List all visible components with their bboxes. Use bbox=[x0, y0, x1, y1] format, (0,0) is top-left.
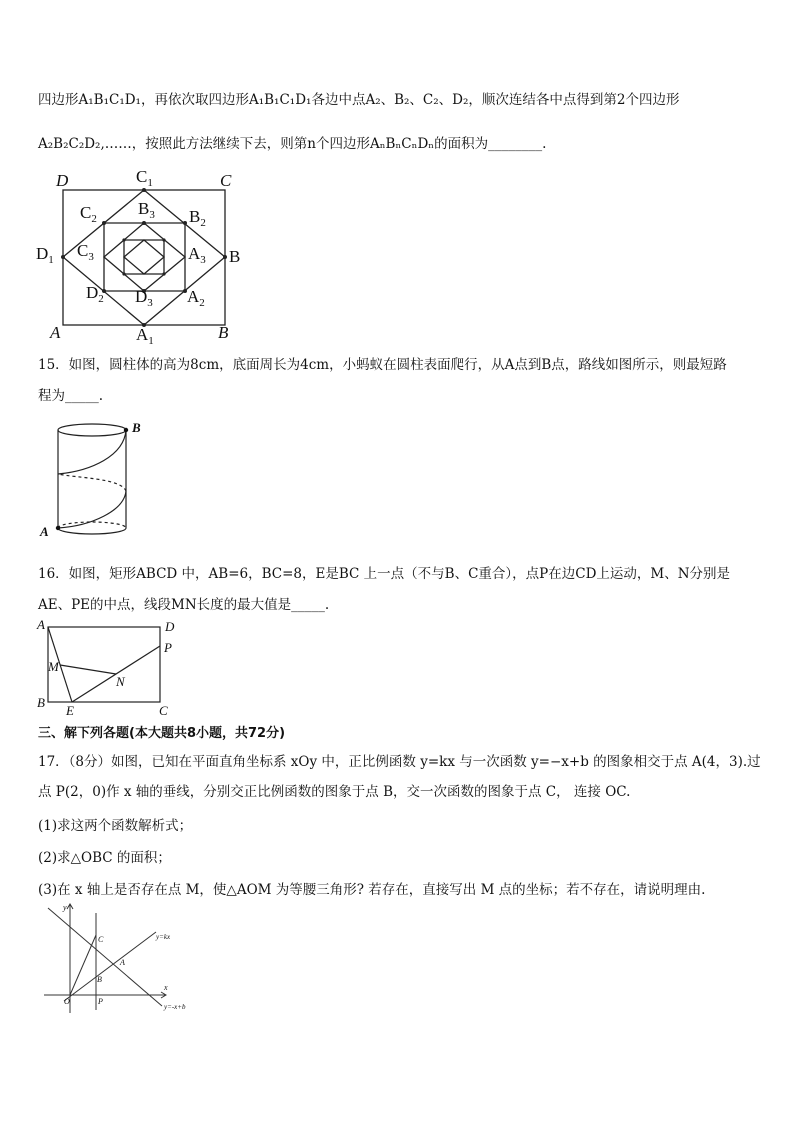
label-B: B bbox=[37, 695, 45, 710]
label-C: C bbox=[220, 171, 232, 190]
label-y: y bbox=[63, 903, 67, 912]
label-D: D bbox=[165, 619, 175, 634]
ant-path-front-2 bbox=[58, 430, 126, 474]
q17-part1: (1)求这两个函数解析式； bbox=[38, 818, 193, 834]
label-M: M bbox=[48, 659, 59, 674]
label-B: B bbox=[97, 975, 102, 984]
label-B: B bbox=[229, 247, 241, 266]
q17-part3: (3)在 x 轴上是否存在点 M，使△AOM 为等腰三角形? 若存在，直接写出 M 点的坐标；若不存在，请说明理由. bbox=[38, 882, 706, 898]
label-D3: $D_3$ bbox=[135, 287, 153, 309]
ant-path-back-1 bbox=[58, 474, 126, 491]
quad-A2B2C2D2 bbox=[104, 223, 185, 291]
q14-text-line1: 四边形A₁B₁C₁D₁，再依次取四边形A₁B₁C₁D₁各边中点A₂、B₂、C₂、D₂，顺次连结各中点得到第2个四边形 bbox=[38, 92, 680, 108]
q16-text-line2: AE、PE的中点，线段MN长度的最大值是_____. bbox=[38, 597, 330, 613]
q15-text-line2: 程为_____. bbox=[38, 388, 104, 404]
label-D1: $D_1$ bbox=[36, 244, 54, 266]
q14-text-line2: A₂B₂C₂D₂,……，按照此方法继续下去，则第n个四边形AₙBₙCₙDₙ的面积为________. bbox=[38, 136, 547, 152]
label-y-kx: y=kx bbox=[156, 933, 171, 941]
label-P: P bbox=[98, 997, 103, 1006]
label-A: A bbox=[37, 617, 45, 632]
quad-A3B3C3D3 bbox=[104, 223, 185, 291]
label-y-negx-b: y=-x+b bbox=[164, 1003, 186, 1011]
label-E: E bbox=[66, 703, 74, 718]
label-B: B bbox=[132, 420, 141, 435]
label-A: A bbox=[50, 323, 61, 342]
rect-ABCD bbox=[48, 627, 160, 702]
label-B3: $B_3$ bbox=[138, 199, 155, 221]
label-P: P bbox=[164, 640, 172, 655]
quad-A5B5C5D5 bbox=[124, 240, 164, 274]
cylinder-top bbox=[58, 424, 126, 436]
label-A: A bbox=[40, 524, 49, 539]
label-A2: $A_2$ bbox=[187, 287, 205, 309]
q15-text-line1: 15．如图，圆柱体的高为8cm，底面周长为4cm，小蚂蚁在圆柱表面爬行，从A点到B点，路线如图所示，则最短路 bbox=[38, 357, 727, 373]
q16-text-line1: 16．如图，矩形ABCD 中，AB=6，BC=8，E是BC 上一点（不与B、C重合），点P在边CD上运动，M、N分别是 bbox=[38, 566, 731, 582]
q14-nested-quadrilaterals-figure bbox=[30, 160, 260, 345]
label-N: N bbox=[116, 674, 125, 689]
q17-text-line1: 17．（8分）如图，已知在平面直角坐标系 xOy 中，正比例函数 y=kx 与一次函数 y=−x+b 的图象相交于点 A(4，3).过 bbox=[38, 754, 761, 770]
q15-cylinder-figure bbox=[36, 416, 156, 546]
q17-part2: (2)求△OBC 的面积； bbox=[38, 850, 171, 866]
line-y-kx bbox=[64, 932, 156, 1001]
q16-rectangle-figure bbox=[32, 615, 192, 720]
label-D2: $D_2$ bbox=[86, 283, 104, 305]
label-B-bottom: B bbox=[218, 323, 229, 342]
section-3-heading: 三、解下列各题(本大题共8小题，共72分) bbox=[38, 726, 286, 741]
label-A: A bbox=[120, 958, 125, 967]
label-D: D bbox=[56, 171, 69, 190]
label-C: C bbox=[98, 935, 104, 944]
ant-path-front-1 bbox=[58, 491, 126, 528]
quad-A4B4C4D4 bbox=[124, 240, 164, 274]
label-A3: $A_3$ bbox=[188, 244, 206, 266]
label-C: C bbox=[159, 703, 168, 718]
label-O: O bbox=[64, 997, 70, 1006]
label-B2: $B_2$ bbox=[189, 207, 206, 229]
segment-OC bbox=[70, 935, 96, 995]
cylinder-bottom-front bbox=[58, 528, 126, 534]
label-C1: $C_1$ bbox=[136, 167, 153, 189]
line-y-negx-b bbox=[48, 908, 162, 1006]
q17-text-line2: 点 P(2，0)作 x 轴的垂线，分别交正比例函数的图象于点 B，交一次函数的图象于点 C， 连接 OC. bbox=[38, 784, 631, 800]
label-A1: $A_1$ bbox=[136, 325, 154, 345]
label-C2: $C_2$ bbox=[80, 203, 97, 225]
label-x: x bbox=[164, 983, 168, 992]
q17-coordinate-figure bbox=[36, 898, 196, 1018]
segment-MN bbox=[60, 665, 116, 674]
label-C3: $C_3$ bbox=[77, 241, 94, 263]
